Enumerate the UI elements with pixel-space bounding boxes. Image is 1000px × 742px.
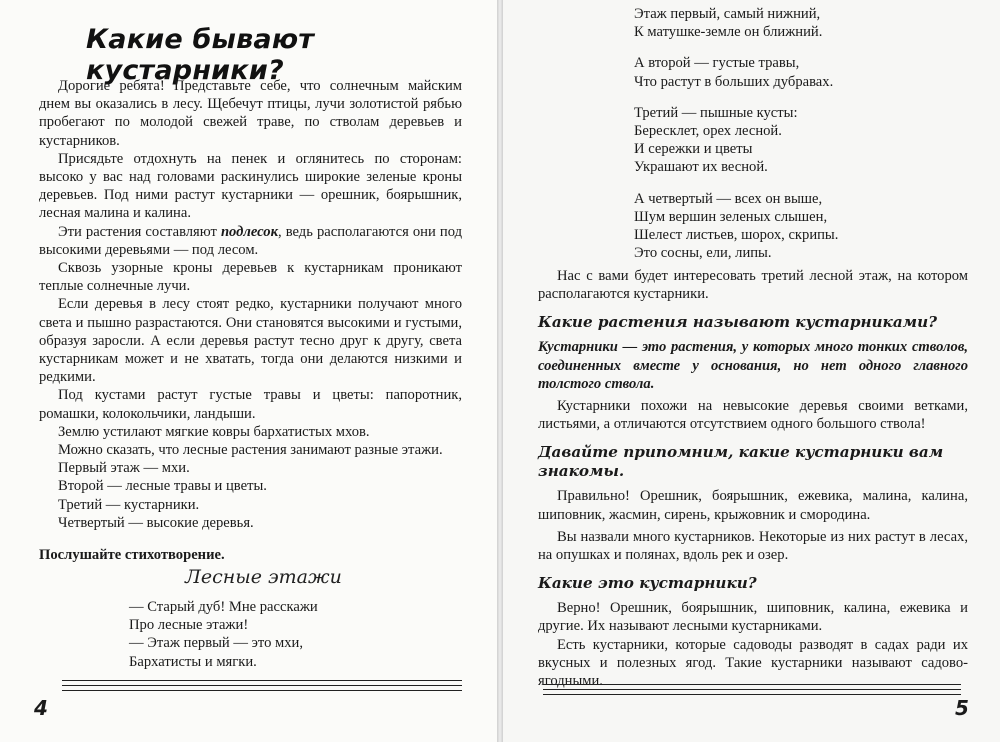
- page-title: Какие бывают кустарники?: [86, 24, 315, 86]
- poem-start: [129, 598, 318, 671]
- poem-line: Украшают их весной.: [634, 159, 768, 176]
- footer-rule: [543, 694, 961, 695]
- question-heading: Давайте припомним, какие кустарники вам знакомы.: [538, 443, 944, 481]
- poem-line: Про лесные этажи!: [129, 617, 249, 634]
- left-text-column: [39, 77, 462, 564]
- paragraph: Сквозь узорные кроны деревьев к кустарникам проникают теплые солнечные лучи.: [39, 260, 462, 295]
- floor-line: Третий — кустарники.: [58, 496, 200, 513]
- poem-line: — Этаж первый — это мхи,: [129, 635, 304, 652]
- paragraph: Кустарники похожи на невысокие деревья своими ветками, листьями, а отличаются отсутствием одного большого ствола!: [538, 398, 968, 433]
- floor-line: Второй — лесные травы и цветы.: [58, 478, 267, 495]
- poem-line: К матушке-земле он ближний.: [634, 24, 823, 41]
- poem-line: А четвертый — всех он выше,: [634, 190, 823, 207]
- paragraph: Землю устилают мягкие ковры бархатистых мхов.: [58, 423, 370, 440]
- question-heading: Какие растения называют кустарниками?: [538, 313, 938, 332]
- footer-rule: [62, 680, 462, 681]
- poem-line: — Старый дуб! Мне расскажи: [129, 599, 318, 615]
- text: , ведь располагаются они под высокими деревьями — под лесом.: [39, 223, 462, 258]
- text: Эти растения составляют: [58, 223, 221, 240]
- paragraph: Дорогие ребята! Представьте себе, что солнечным майским днем вы оказались в лесу. Щебечут птицы, лучи золотистой рябью пробегают по молодой свежей траве, по стволам деревьев и кустарников.: [39, 78, 462, 149]
- left-page: [0, 0, 497, 742]
- undergrowth-paragraph: [39, 223, 462, 259]
- poem-stanza: [634, 54, 838, 90]
- paragraph: Есть кустарники, которые садоводы разводят в садах ради их вкусных и полезных ягод. Такие кустарники называют садово-ягодными.: [538, 636, 968, 690]
- poem-stanza: [634, 5, 838, 41]
- paragraph: Присядьте отдохнуть на пенек и оглянитесь по сторонам: высоко у вас над головами раскинулись широкие зеленые кроны деревьев. Под ними растут кустарники — орешник, боярышник, лесная малина и калина.: [39, 150, 462, 222]
- footer-rule: [62, 690, 462, 691]
- paragraph: Нас с вами будет интересовать третий лесной этаж, на котором располагаются кустарники.: [538, 268, 968, 303]
- definition: Кустарники — это растения, у которых много тонких стволов, соединенных вместе у основания, но нет одного главного толстого ствола.: [538, 339, 968, 392]
- poem-continuation: [634, 5, 838, 275]
- paragraph: Правильно! Орешник, боярышник, ежевика, малина, калина, шиповник, жасмин, сирень, крыжовник и смородина.: [538, 488, 968, 523]
- question-heading: Какие это кустарники?: [538, 574, 757, 593]
- poem-line: Бархатисты и мягки.: [129, 653, 257, 670]
- paragraph: Если деревья в лесу стоят редко, кустарники получают много света и пышно разрастаются. Они становятся высокими и густыми, образуя заросли. А если деревья растут тесно друг к другу, света кустарникам может и не хватать, тогда они делаются низкими и редкими.: [39, 296, 462, 386]
- paragraph: Вы назвали много кустарников. Некоторые из них растут в лесах, на опушках и полянах, вдоль рек и озер.: [538, 528, 968, 564]
- poem-title: Лесные этажи: [185, 566, 342, 588]
- poem-line: И сережки и цветы: [634, 141, 753, 158]
- poem-stanza: [634, 190, 838, 263]
- poem-stanza: [634, 104, 838, 177]
- page-number: 5: [955, 696, 969, 720]
- footer-rule: [62, 685, 462, 686]
- floor-line: Четвертый — высокие деревья.: [58, 514, 254, 531]
- poem-line: Третий — пышные кусты:: [634, 104, 798, 121]
- poem-line: Это сосны, ели, липы.: [634, 245, 772, 262]
- term-highlight: подлесок: [220, 223, 278, 240]
- poem-line: Этаж первый, самый нижний,: [634, 6, 821, 22]
- paragraph: Можно сказать, что лесные растения занимают разные этажи.: [58, 442, 443, 459]
- footer-rule: [543, 689, 961, 690]
- poem-line: Бересклет, орех лесной.: [634, 123, 782, 140]
- poem-line: Шелест листьев, шорох, скрипы.: [634, 227, 839, 244]
- poem-line: А второй — густые травы,: [634, 55, 800, 72]
- paragraph: Верно! Орешник, боярышник, шиповник, калина, ежевика и другие. Их называют лесными кустарниками.: [538, 600, 968, 635]
- right-page: [503, 0, 1000, 742]
- poem-line: Что растут в больших дубравах.: [634, 73, 834, 90]
- listen-instruction: Послушайте стихотворение.: [39, 547, 225, 564]
- footer-rule: [543, 684, 961, 685]
- paragraph: Под кустами растут густые травы и цветы: папоротник, ромашки, колокольчики, ландыши.: [39, 387, 462, 422]
- poem-line: Шум вершин зеленых слышен,: [634, 208, 828, 225]
- page-number: 4: [34, 696, 48, 720]
- floor-line: Первый этаж — мхи.: [58, 460, 190, 477]
- right-text-column: [538, 267, 968, 690]
